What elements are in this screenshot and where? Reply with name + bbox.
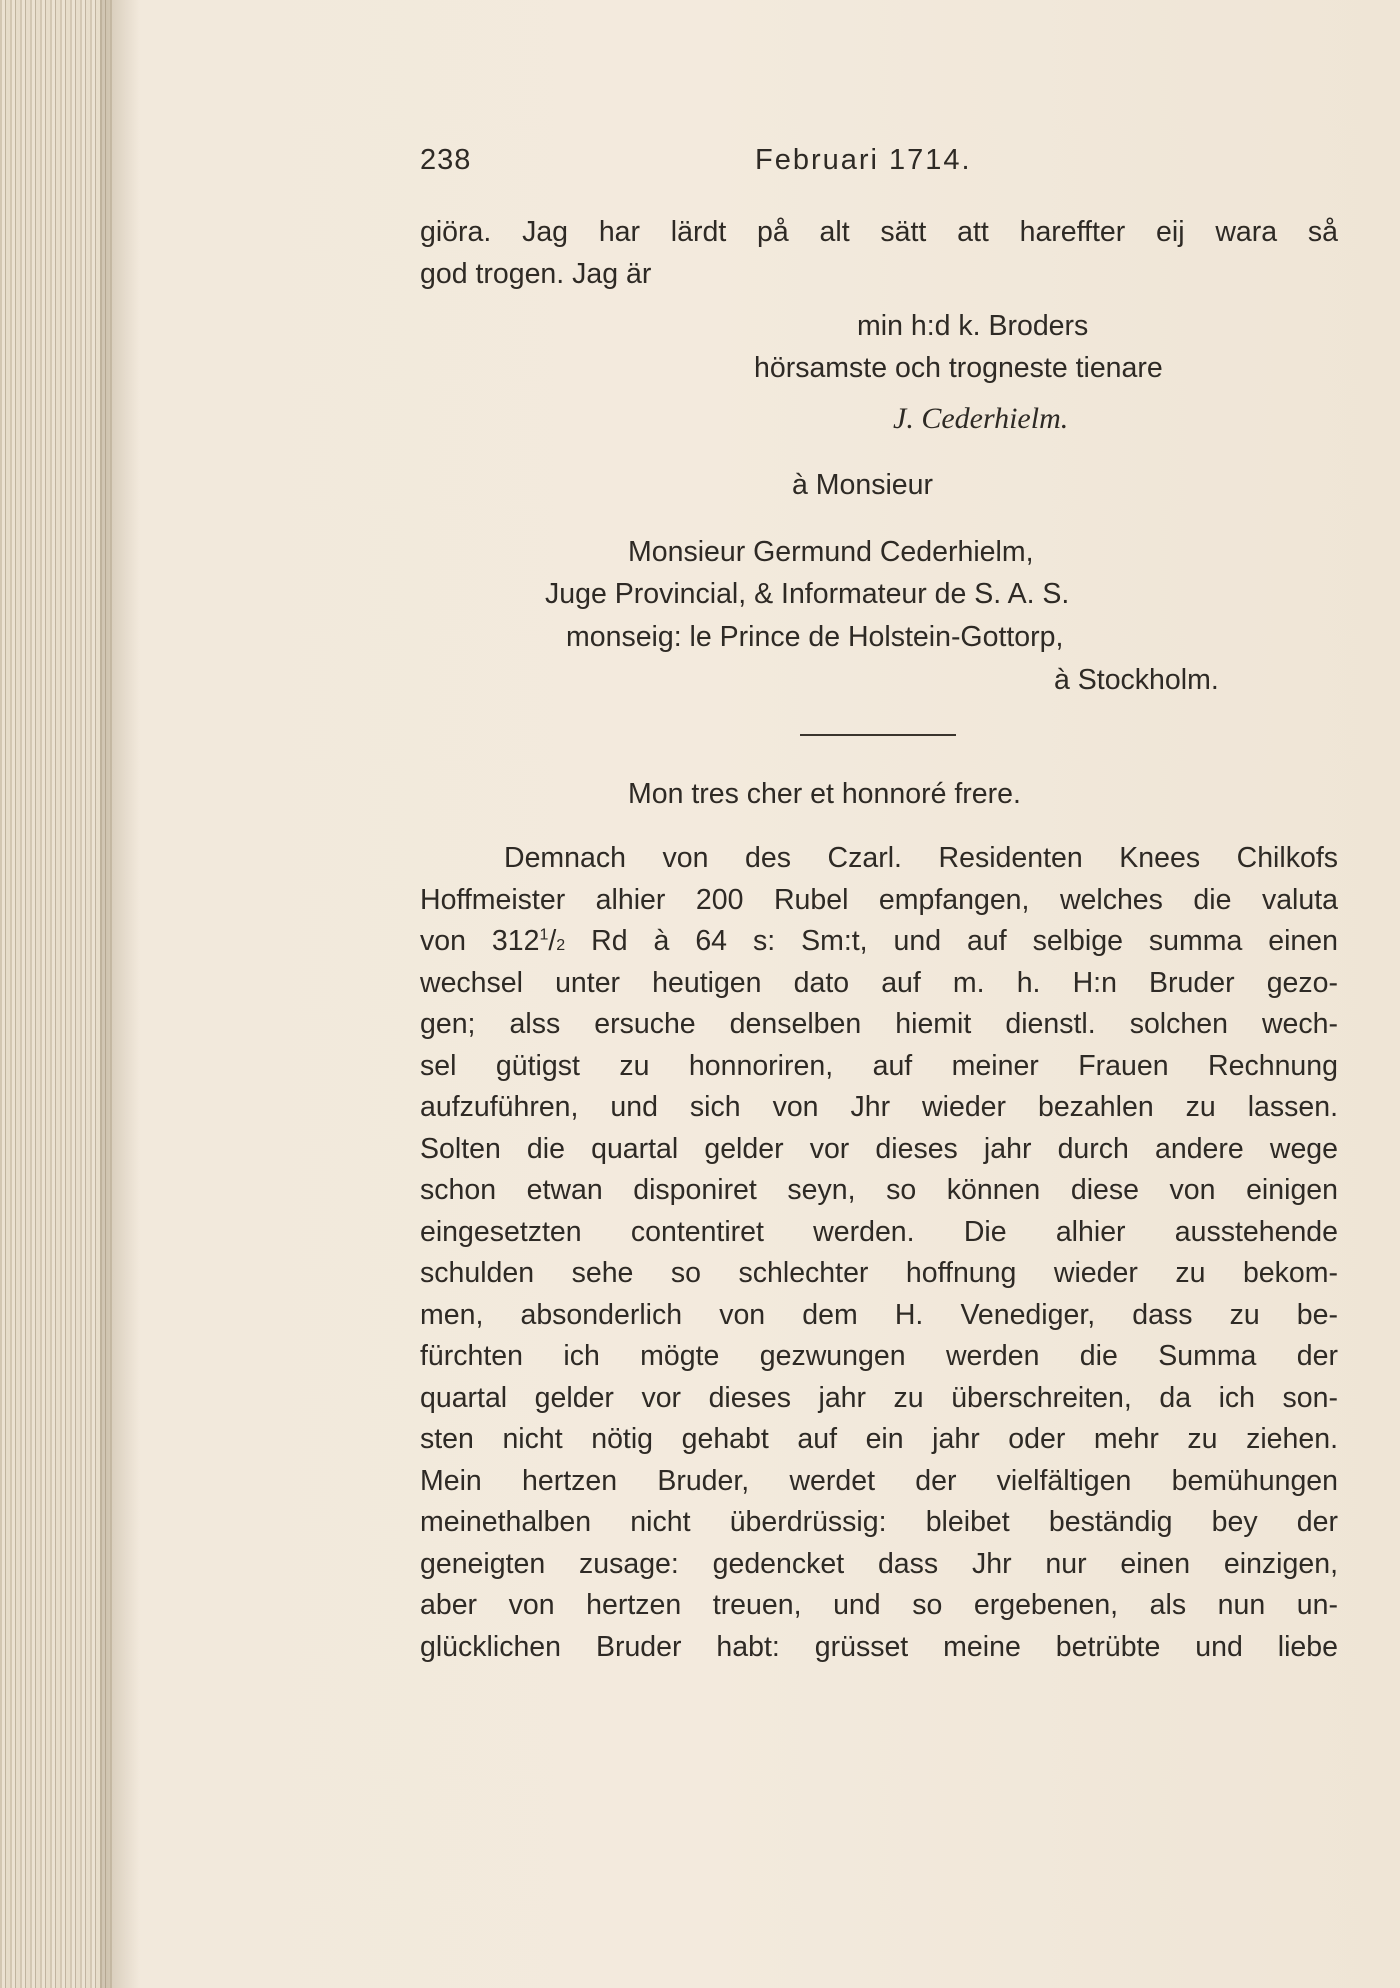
signature: J. Cederhielm. xyxy=(893,402,1069,435)
fraction-denominator: 2 xyxy=(556,937,566,954)
body-line: sten nicht nötig gehabt auf ein jahr oder mehr zu ziehen. xyxy=(420,1423,1338,1455)
body-line: Demnach von des Czarl. Residenten Knees Chilkofs xyxy=(504,842,1338,874)
body-line: aufzuführen, und sich von Jhr wieder bezahlen zu lassen. xyxy=(420,1091,1338,1123)
section-divider xyxy=(800,734,956,736)
page-number: 238 xyxy=(420,144,472,176)
body-line: fürchten ich mögte gezwungen werden die Summa der xyxy=(420,1340,1338,1372)
body-line: quartal gelder vor dieses jahr zu überschreiten, da ich son- xyxy=(420,1381,1338,1414)
letter-body xyxy=(420,838,1338,1668)
address-line-2: Monsieur Germund Cederhielm, xyxy=(628,536,1034,568)
salutation-line-1: min h:d k. Broders xyxy=(857,310,1089,342)
address-line-3: Juge Provincial, & Informateur de S. A. S. xyxy=(545,578,1070,610)
closing-line-1: giöra. Jag har lärdt på alt sätt att hareffter eij wara så xyxy=(420,216,1338,248)
body-line: men, absonderlich von dem H. Venediger, dass zu be- xyxy=(420,1298,1338,1331)
body-line: wechsel unter heutigen dato auf m. h. H:n Bruder gezo- xyxy=(420,966,1338,999)
gutter-shadow xyxy=(100,0,140,1988)
letter-greeting: Mon tres cher et honnoré frere. xyxy=(628,778,1021,810)
body-line: schulden sehe so schlechter hoffnung wieder zu bekom- xyxy=(420,1257,1338,1289)
fraction-tail: Rd à 64 s: Sm:t, und auf selbige summa einen xyxy=(565,925,1338,957)
body-line: Solten die quartal gelder vor dieses jahr durch andere wege xyxy=(420,1132,1338,1165)
book-spine-edge xyxy=(0,0,112,1988)
body-line: gen; alss ersuche denselben hiemit dienstl. solchen wech- xyxy=(420,1008,1338,1040)
swedish-closing xyxy=(420,212,1338,295)
body-line: eingesetzten contentiret werden. Die alhier ausstehende xyxy=(420,1215,1338,1248)
body-line-fraction xyxy=(420,921,1338,963)
address-line-4: monseig: le Prince de Holstein-Gottorp, xyxy=(566,621,1064,653)
closing-line-2: god trogen. Jag är xyxy=(420,257,652,290)
header-date: Februari 1714. xyxy=(755,144,972,176)
body-line: schon etwan disponiret seyn, so können diese von einigen xyxy=(420,1174,1338,1206)
address-line-1: à Monsieur xyxy=(792,469,933,501)
salutation-line-2: hörsamste och trogneste tienare xyxy=(754,352,1163,384)
body-line: glücklichen Bruder habt: grüsset meine betrübte und liebe xyxy=(420,1630,1338,1663)
fraction-slash: / xyxy=(548,925,557,957)
fraction-numerator: 1 xyxy=(539,926,549,944)
body-line: meinethalben nicht überdrüssig: bleibet beständig bey der xyxy=(420,1506,1338,1538)
body-line: aber von hertzen treuen, und so ergebenen, als nun un- xyxy=(420,1589,1338,1621)
address-line-5: à Stockholm. xyxy=(1054,664,1219,696)
fraction-lead: von 312 xyxy=(420,925,540,957)
body-line: geneigten zusage: gedencket dass Jhr nur einen einzigen, xyxy=(420,1547,1338,1580)
body-line: sel gütigst zu honnoriren, auf meiner Frauen Rechnung xyxy=(420,1049,1338,1082)
running-head xyxy=(420,144,980,184)
body-line: Hoffmeister alhier 200 Rubel empfangen, welches die valuta xyxy=(420,883,1338,916)
body-line: Mein hertzen Bruder, werdet der vielfältigen bemühungen xyxy=(420,1464,1338,1497)
